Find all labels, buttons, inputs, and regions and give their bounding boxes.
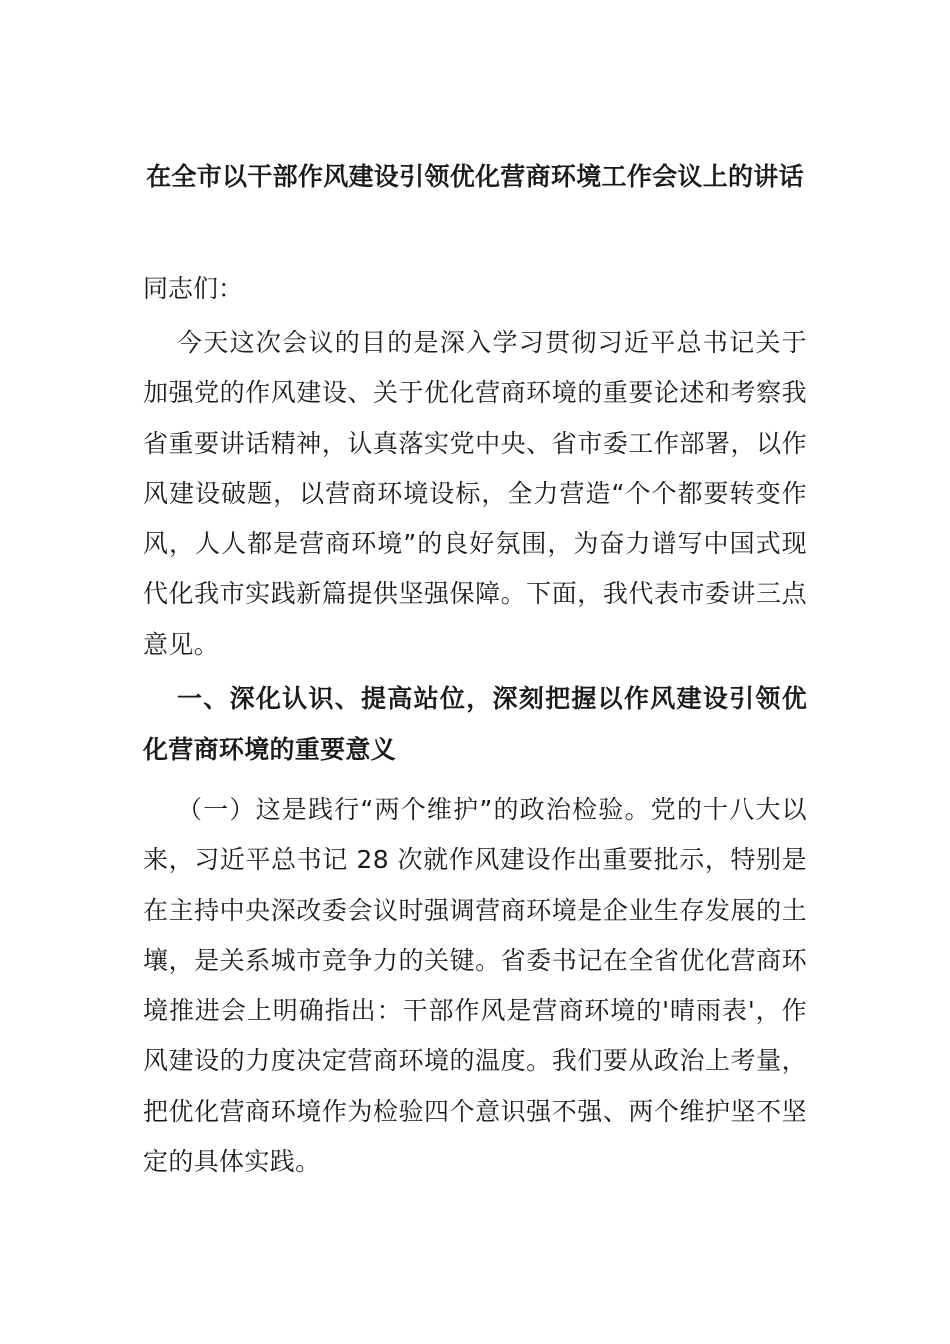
subsection-paragraph: （一）这是践行“两个维护”的政治检验。党的十八大以来，习近平总书记 28 次就作风建设作出重要批示，特别是在主持中央深改委会议时强调营商环境是企业生存发展的土壤，是关系城市竞争力的关键。省委书记在全省优化营商环境推进会上明确指出：干部作风是营商环境的'晴雨表'，作风建设的力度决定营商环境的温度。我们要从政治上考量，把优化营商环境作为检验四个意识强不强、两个维护坚不坚定的具体实践。 [143, 795, 807, 1177]
salutation: 同志们： [143, 274, 244, 303]
section-heading: 一、深化认识、提高站位，深刻把握以作风建设引领优化营商环境的重要意义 [143, 684, 807, 764]
intro-paragraph: 今天这次会议的目的是深入学习贯彻习近平总书记关于加强党的作风建设、关于优化营商环境的重要论述和考察我省重要讲话精神，认真落实党中央、省市委工作部署，以作风建设破题，以营商环境设标，全力营造“个个都要转变作风，人人都是营商环境”的良好氛围，为奋力谱写中国式现代化我市实践新篇提供坚强保障。下面，我代表市委讲三点意见。 [143, 328, 807, 659]
document-title: 在全市以干部作风建设引领优化营商环境工作会议上的讲话 [146, 162, 804, 191]
